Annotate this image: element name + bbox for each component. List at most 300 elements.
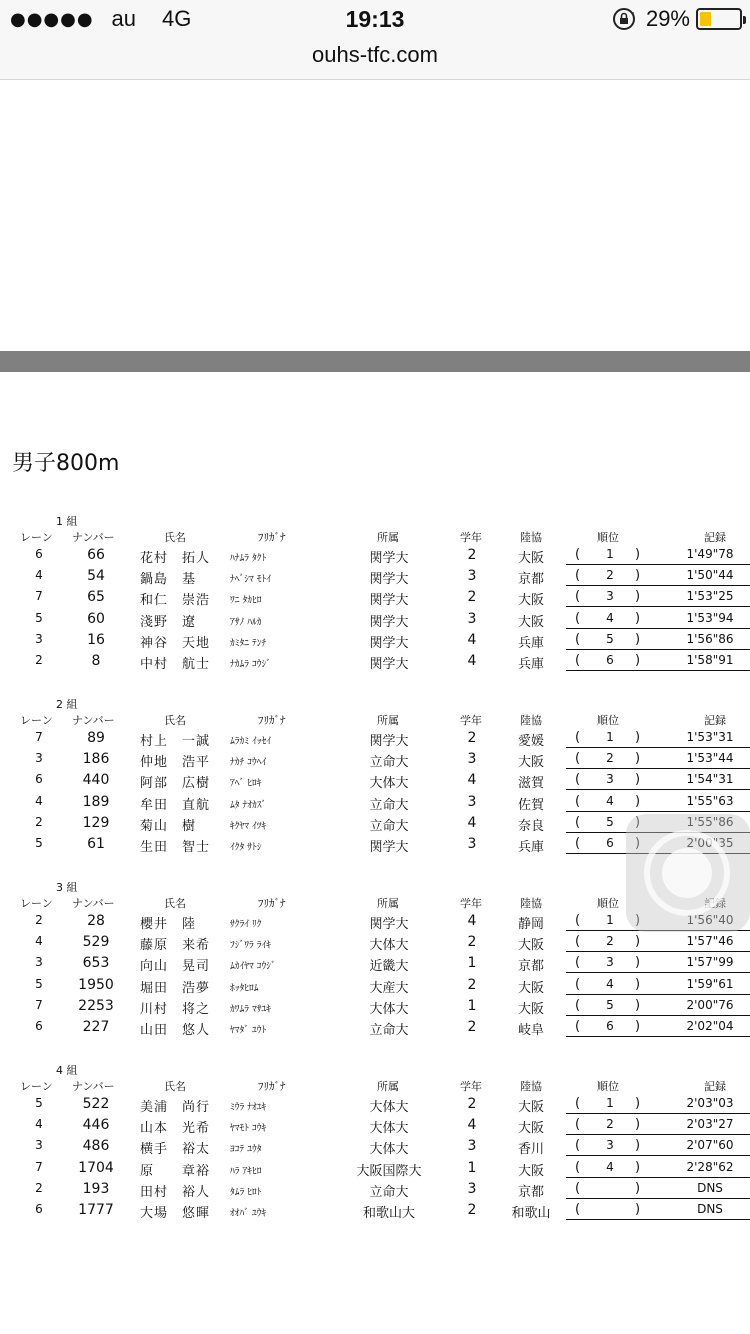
cell-record: 2'03"27 — [686, 1117, 734, 1132]
cell-rank-close-paren: ) — [635, 568, 641, 584]
cell-kana: ｱｻﾉ ﾊﾙｶ — [230, 616, 262, 628]
column-header-lane: レーン — [20, 1080, 53, 1093]
cell-year: 2 — [467, 730, 477, 746]
cell-lane: 6 — [35, 1202, 43, 1216]
cell-record: 2'28"62 — [686, 1159, 734, 1174]
cell-rank: 4 — [606, 1159, 614, 1174]
cell-rank-close-paren: ) — [635, 772, 641, 788]
cell-year: 4 — [467, 913, 477, 929]
cell-kana: ﾑﾀ ﾅｵｶｽﾞ — [230, 799, 267, 811]
battery-icon — [696, 8, 742, 30]
cell-pref: 大阪 — [517, 593, 544, 609]
cell-rank-close-paren: ) — [635, 610, 641, 626]
page-title: 男子800m — [12, 451, 120, 476]
assistive-touch-center — [662, 848, 712, 898]
column-header-name: 氏名 — [164, 714, 186, 727]
cell-record: 1'56"86 — [686, 631, 734, 646]
cell-lane: 6 — [35, 772, 43, 787]
cell-team: 関学大 — [369, 734, 409, 749]
cell-number: 227 — [82, 1019, 110, 1035]
cell-rank-close-paren: ) — [635, 547, 641, 562]
cell-rank: 1 — [606, 547, 614, 561]
table-row — [0, 1178, 750, 1199]
table-header — [0, 1078, 750, 1094]
status-time: 19:13 — [345, 6, 405, 32]
column-header-pref: 陸協 — [520, 897, 542, 910]
column-header-rank: 順位 — [597, 531, 619, 544]
cell-record: 1'53"94 — [686, 610, 734, 625]
cell-record: 1'54"31 — [686, 772, 734, 787]
cell-team: 大体大 — [369, 1121, 409, 1137]
cell-name: 田村 裕人 — [140, 1184, 211, 1200]
cell-lane: 3 — [35, 631, 43, 646]
cell-rank-open-paren: ( — [575, 568, 581, 584]
column-header-record: 記録 — [704, 531, 726, 544]
cell-lane: 5 — [35, 836, 43, 850]
cell-team: 立命大 — [369, 1184, 409, 1200]
rank-underline — [566, 1036, 750, 1037]
cell-kana: ｱﾍﾞ ﾋﾛｷ — [230, 778, 262, 790]
column-header-record: 記録 — [704, 897, 726, 910]
cell-kana: ﾜﾆ ﾀｶﾋﾛ — [230, 595, 262, 607]
section-divider — [0, 351, 750, 372]
cell-rank-open-paren: ( — [575, 772, 581, 788]
cell-rank: 6 — [606, 1019, 614, 1033]
cell-pref: 愛媛 — [517, 734, 544, 749]
cell-number: 16 — [87, 631, 105, 648]
column-header-rank: 順位 — [597, 897, 619, 910]
cell-pref: 京都 — [517, 572, 544, 588]
cell-year: 1 — [467, 1159, 477, 1176]
cell-number: 8 — [91, 653, 101, 669]
cell-year: 2 — [467, 934, 477, 951]
cell-number: 1704 — [78, 1159, 114, 1176]
cell-rank-close-paren: ) — [635, 913, 641, 928]
cell-pref: 兵庫 — [517, 657, 544, 672]
column-header-pref: 陸協 — [520, 1080, 542, 1093]
cell-record: 2'00"76 — [686, 997, 734, 1012]
cell-rank-close-paren: ) — [635, 589, 641, 605]
cell-record: 1'55"63 — [686, 793, 734, 808]
signal-strength-icon: ●●●●● — [10, 8, 94, 30]
cell-lane: 3 — [35, 955, 43, 970]
cell-lane: 6 — [35, 547, 43, 561]
cell-year: 3 — [467, 610, 477, 627]
cell-kana: ﾅﾍﾞｼﾏ ﾓﾄｲ — [230, 574, 272, 586]
cell-rank-open-paren: ( — [575, 751, 581, 767]
cell-pref: 兵庫 — [517, 840, 544, 855]
cell-rank: 3 — [606, 589, 614, 604]
cell-name: 淺野 遼 — [140, 614, 197, 630]
cell-kana: ﾀﾑﾗ ﾋﾛﾄ — [230, 1186, 262, 1198]
cell-team: 大産大 — [369, 980, 409, 996]
cell-name: 菊山 樹 — [140, 818, 197, 834]
table-row — [0, 608, 750, 629]
cell-rank-open-paren: ( — [575, 814, 581, 830]
cell-record: 2'07"60 — [686, 1138, 734, 1153]
cell-name: 向山 晃司 — [140, 959, 211, 975]
table-row — [0, 748, 750, 769]
cell-rank: 3 — [606, 772, 614, 787]
cell-team: 関学大 — [369, 572, 409, 588]
column-header-team: 所属 — [377, 1080, 399, 1093]
cell-rank-close-paren: ) — [635, 997, 641, 1013]
cell-rank: 3 — [606, 955, 614, 970]
network-type-label: 4G — [162, 6, 192, 31]
cell-number: 54 — [87, 568, 105, 585]
cell-kana: ﾖｺﾃ ﾕｳﾀ — [230, 1144, 262, 1156]
cell-rank-open-paren: ( — [575, 631, 581, 647]
table-row — [0, 1199, 750, 1220]
cell-name: 堀田 浩夢 — [140, 980, 211, 996]
cell-record: 1'56"40 — [686, 913, 734, 927]
cell-year: 3 — [467, 793, 477, 810]
cell-team: 関学大 — [369, 657, 409, 672]
cell-pref: 大阪 — [517, 1121, 544, 1137]
cell-team: 関学大 — [369, 917, 409, 932]
cell-pref: 静岡 — [517, 917, 544, 932]
cell-team: 立命大 — [369, 818, 409, 834]
cell-number: 1950 — [78, 976, 114, 993]
column-header-record: 記録 — [704, 714, 726, 727]
cell-name: 川村 将之 — [140, 1001, 211, 1017]
table-row — [0, 995, 750, 1016]
cell-number: 486 — [82, 1138, 110, 1155]
cell-lane: 2 — [35, 814, 43, 829]
cell-pref: 佐賀 — [517, 797, 544, 813]
column-header-team: 所属 — [377, 531, 399, 544]
carrier-label: au — [111, 6, 137, 31]
cell-rank-open-paren: ( — [575, 1096, 581, 1111]
column-header-record: 記録 — [704, 1080, 726, 1093]
cell-number: 446 — [82, 1117, 110, 1134]
cell-record: 1'49"78 — [686, 547, 734, 561]
column-header-year: 学年 — [460, 714, 482, 727]
table-row — [0, 727, 750, 748]
table-row — [0, 931, 750, 952]
cell-rank-open-paren: ( — [575, 997, 581, 1013]
cell-lane: 5 — [35, 610, 43, 625]
cell-rank-open-paren: ( — [575, 730, 581, 745]
cell-rank: 2 — [606, 934, 614, 949]
cell-rank: 6 — [606, 653, 614, 667]
cell-rank-open-paren: ( — [575, 793, 581, 809]
table-row — [0, 1093, 750, 1114]
cell-rank-open-paren: ( — [575, 976, 581, 992]
column-header-lane: レーン — [20, 531, 53, 544]
cell-year: 4 — [467, 1117, 477, 1134]
cell-year: 3 — [467, 751, 477, 768]
cell-rank: 4 — [606, 610, 614, 625]
cell-name: 櫻井 陸 — [140, 917, 197, 932]
cell-pref: 京都 — [517, 959, 544, 975]
table-header — [0, 529, 750, 545]
column-header-year: 学年 — [460, 897, 482, 910]
table-row — [0, 650, 750, 671]
cell-rank: 1 — [606, 1096, 614, 1110]
cell-rank: 2 — [606, 1117, 614, 1132]
cell-year: 1 — [467, 955, 477, 972]
cell-name: 鍋島 基 — [140, 572, 197, 588]
cell-team: 関学大 — [369, 635, 409, 651]
rank-underline — [566, 1219, 750, 1220]
cell-pref: 兵庫 — [517, 635, 544, 651]
cell-number: 129 — [82, 814, 110, 831]
cell-rank-open-paren: ( — [575, 1138, 581, 1154]
cell-name: 和仁 崇浩 — [140, 593, 211, 609]
result-group — [0, 1062, 750, 1242]
cell-rank: 3 — [606, 1138, 614, 1153]
cell-pref: 香川 — [517, 1142, 544, 1158]
cell-lane: 4 — [35, 793, 43, 808]
cell-team: 和歌山大 — [362, 1206, 415, 1221]
table-row — [0, 1157, 750, 1178]
cell-rank-open-paren: ( — [575, 610, 581, 626]
cell-team: 立命大 — [369, 1023, 409, 1038]
column-header-number: ナンバー — [72, 531, 115, 544]
column-header-year: 学年 — [460, 531, 482, 544]
cell-pref: 京都 — [517, 1184, 544, 1200]
cell-year: 3 — [467, 836, 477, 852]
cell-lane: 5 — [35, 976, 43, 991]
cell-kana: ﾌｼﾞﾜﾗ ﾗｲｷ — [230, 940, 272, 952]
cell-rank: 4 — [606, 793, 614, 808]
cell-number: 65 — [87, 589, 105, 606]
cell-team: 大体大 — [369, 776, 409, 792]
cell-rank-close-paren: ) — [635, 955, 641, 971]
cell-name: 花村 拓人 — [140, 551, 211, 566]
cell-kana: ﾐｳﾗ ﾅｵﾕｷ — [230, 1102, 267, 1113]
cell-name: 横手 裕太 — [140, 1142, 211, 1158]
cell-number: 66 — [87, 547, 105, 563]
cell-team: 立命大 — [369, 755, 409, 771]
cell-kana: ﾅｶﾁ ｺｳﾍｲ — [230, 757, 267, 769]
cell-pref: 大阪 — [517, 1001, 544, 1017]
cell-pref: 大阪 — [517, 755, 544, 771]
cell-name: 仲地 浩平 — [140, 755, 211, 771]
cell-lane: 3 — [35, 1138, 43, 1153]
assistive-touch-button[interactable] — [626, 814, 750, 932]
cell-name: 生田 智士 — [140, 840, 211, 855]
cell-rank: 2 — [606, 751, 614, 766]
cell-name: 美浦 尚行 — [140, 1100, 211, 1115]
column-header-year: 学年 — [460, 1080, 482, 1093]
table-row — [0, 544, 750, 565]
column-header-number: ナンバー — [72, 714, 115, 727]
table-row — [0, 1135, 750, 1156]
battery-level-fill — [700, 12, 711, 26]
cell-pref: 滋賀 — [517, 776, 544, 792]
cell-rank-close-paren: ) — [635, 1096, 641, 1111]
column-header-number: ナンバー — [72, 1080, 115, 1093]
cell-year: 2 — [467, 589, 477, 606]
cell-kana: ｷｸﾔﾏ ｲﾂｷ — [230, 820, 267, 832]
cell-pref: 大阪 — [517, 980, 544, 996]
cell-name: 藤原 来希 — [140, 938, 211, 954]
cell-kana: ｲｸﾀ ｻﾄｼ — [230, 842, 262, 853]
cell-rank-close-paren: ) — [635, 1159, 641, 1175]
cell-record: 2'00"35 — [686, 836, 734, 850]
table-row — [0, 586, 750, 607]
column-header-lane: レーン — [20, 897, 53, 910]
cell-rank-close-paren: ) — [635, 836, 641, 851]
cell-number: 193 — [82, 1180, 110, 1197]
cell-kana: ﾊﾅﾑﾗ ﾀｸﾄ — [230, 553, 267, 564]
cell-record: 1'53"25 — [686, 589, 734, 604]
column-header-pref: 陸協 — [520, 714, 542, 727]
table-row — [0, 565, 750, 586]
cell-rank: 5 — [606, 814, 614, 829]
cell-rank-open-paren: ( — [575, 913, 581, 928]
cell-number: 2253 — [78, 997, 114, 1014]
cell-kana: ｶﾜﾑﾗ ﾏｻﾕｷ — [230, 1003, 272, 1015]
cell-rank-close-paren: ) — [635, 653, 641, 668]
cell-rank: 5 — [606, 631, 614, 646]
cell-team: 関学大 — [369, 593, 409, 609]
cell-rank-open-paren: ( — [575, 547, 581, 562]
cell-team: 大体大 — [369, 1100, 409, 1115]
cell-pref: 大阪 — [517, 1100, 544, 1115]
cell-lane: 2 — [35, 913, 43, 927]
cell-name: 牟田 直航 — [140, 797, 211, 813]
cell-number: 186 — [82, 751, 110, 768]
cell-record: 1'53"44 — [686, 751, 734, 766]
cell-year: 3 — [467, 568, 477, 585]
cell-rank: 6 — [606, 836, 614, 850]
group-label: 4 組 — [56, 1064, 78, 1077]
column-header-number: ナンバー — [72, 897, 115, 910]
cell-rank-close-paren: ) — [635, 631, 641, 647]
column-header-kana: ﾌﾘｶﾞﾅ — [258, 897, 286, 910]
cell-rank-close-paren: ) — [635, 1180, 641, 1196]
status-bar — [0, 0, 750, 40]
cell-lane: 7 — [35, 730, 43, 744]
cell-rank-open-paren: ( — [575, 1019, 581, 1034]
cell-year: 4 — [467, 772, 477, 789]
cell-record: 2'03"03 — [686, 1096, 734, 1110]
column-header-kana: ﾌﾘｶﾞﾅ — [258, 531, 286, 544]
cell-name: 原 章裕 — [140, 1163, 211, 1179]
cell-rank: 5 — [606, 997, 614, 1012]
cell-record: 1'57"99 — [686, 955, 734, 970]
cell-year: 1 — [467, 997, 477, 1014]
cell-kana: ﾔﾏﾀﾞ ﾕｳﾄ — [230, 1025, 267, 1036]
cell-record: DNS — [697, 1180, 723, 1195]
cell-rank-open-paren: ( — [575, 934, 581, 950]
cell-team: 立命大 — [369, 797, 409, 813]
cell-record: 2'02"04 — [686, 1019, 734, 1033]
cell-rank: 4 — [606, 976, 614, 991]
cell-team: 関学大 — [369, 551, 409, 566]
cell-year: 4 — [467, 653, 477, 669]
cell-record: 1'50"44 — [686, 568, 734, 583]
cell-number: 89 — [87, 730, 105, 746]
cell-kana: ﾔﾏﾓﾄ ｺｳｷ — [230, 1123, 267, 1135]
cell-number: 440 — [82, 772, 110, 789]
table-row — [0, 974, 750, 995]
cell-rank-open-paren: ( — [575, 1159, 581, 1175]
cell-team: 関学大 — [369, 840, 409, 855]
group-label: 3 組 — [56, 881, 78, 894]
cell-team: 大体大 — [369, 1142, 409, 1158]
column-header-name: 氏名 — [164, 897, 186, 910]
cell-rank-close-paren: ) — [635, 814, 641, 830]
battery-nub — [743, 16, 746, 24]
cell-team: 関学大 — [369, 614, 409, 630]
cell-rank-close-paren: ) — [635, 934, 641, 950]
table-row — [0, 791, 750, 812]
rotation-lock-icon — [612, 7, 636, 31]
table-row — [0, 629, 750, 650]
column-header-kana: ﾌﾘｶﾞﾅ — [258, 714, 286, 727]
cell-name: 山本 光希 — [140, 1121, 211, 1137]
cell-name: 神谷 天地 — [140, 635, 211, 651]
cell-kana: ｶﾐﾀﾆ ﾃﾝﾁ — [230, 637, 267, 649]
cell-number: 61 — [87, 836, 105, 852]
group-label: 2 組 — [56, 698, 78, 711]
table-row — [0, 1114, 750, 1135]
cell-kana: ﾑﾗｶﾐ ｲｯｾｲ — [230, 736, 272, 747]
cell-name: 村上 一誠 — [140, 734, 211, 749]
cell-record: 1'57"46 — [686, 934, 734, 949]
cell-rank-close-paren: ) — [635, 1019, 641, 1034]
column-header-name: 氏名 — [164, 531, 186, 544]
cell-record: DNS — [697, 1202, 723, 1216]
cell-team: 大体大 — [369, 1001, 409, 1017]
address-bar[interactable]: ouhs-tfc.com — [0, 40, 750, 80]
cell-year: 4 — [467, 814, 477, 831]
table-row — [0, 952, 750, 973]
cell-year: 3 — [467, 1138, 477, 1155]
cell-rank-close-paren: ) — [635, 1202, 641, 1217]
cell-year: 4 — [467, 631, 477, 648]
table-header — [0, 712, 750, 728]
cell-pref: 奈良 — [517, 818, 544, 834]
column-header-kana: ﾌﾘｶﾞﾅ — [258, 1080, 286, 1093]
cell-lane: 7 — [35, 589, 43, 604]
cell-kana: ﾊﾗ ｱｷﾋﾛ — [230, 1165, 262, 1177]
cell-lane: 4 — [35, 934, 43, 949]
cell-lane: 2 — [35, 1180, 43, 1195]
battery-percent: 29% — [645, 6, 690, 31]
cell-pref: 和歌山 — [511, 1206, 551, 1221]
cell-kana: ﾎｯﾀﾋﾛﾑ — [230, 982, 259, 994]
cell-year: 2 — [467, 1019, 477, 1035]
cell-rank-open-paren: ( — [575, 955, 581, 971]
result-group — [0, 513, 750, 693]
cell-pref: 大阪 — [517, 1163, 544, 1179]
cell-rank-open-paren: ( — [575, 1202, 581, 1217]
cell-number: 522 — [82, 1096, 110, 1112]
cell-year: 2 — [467, 1202, 477, 1218]
cell-team: 大阪国際大 — [356, 1163, 422, 1179]
cell-lane: 5 — [35, 1096, 43, 1110]
column-header-pref: 陸協 — [520, 531, 542, 544]
cell-pref: 大阪 — [517, 614, 544, 630]
cell-lane: 7 — [35, 1159, 43, 1174]
cell-pref: 大阪 — [517, 551, 544, 566]
cell-rank-open-paren: ( — [575, 1180, 581, 1196]
status-right — [612, 6, 742, 32]
cell-rank-open-paren: ( — [575, 1117, 581, 1133]
cell-kana: ｵｵﾊﾞ ﾕｳｷ — [230, 1208, 267, 1219]
cell-number: 189 — [82, 793, 110, 810]
table-row — [0, 769, 750, 790]
column-header-lane: レーン — [20, 714, 53, 727]
cell-number: 653 — [82, 955, 110, 972]
cell-name: 山田 悠人 — [140, 1023, 211, 1038]
cell-rank: 1 — [606, 913, 614, 927]
